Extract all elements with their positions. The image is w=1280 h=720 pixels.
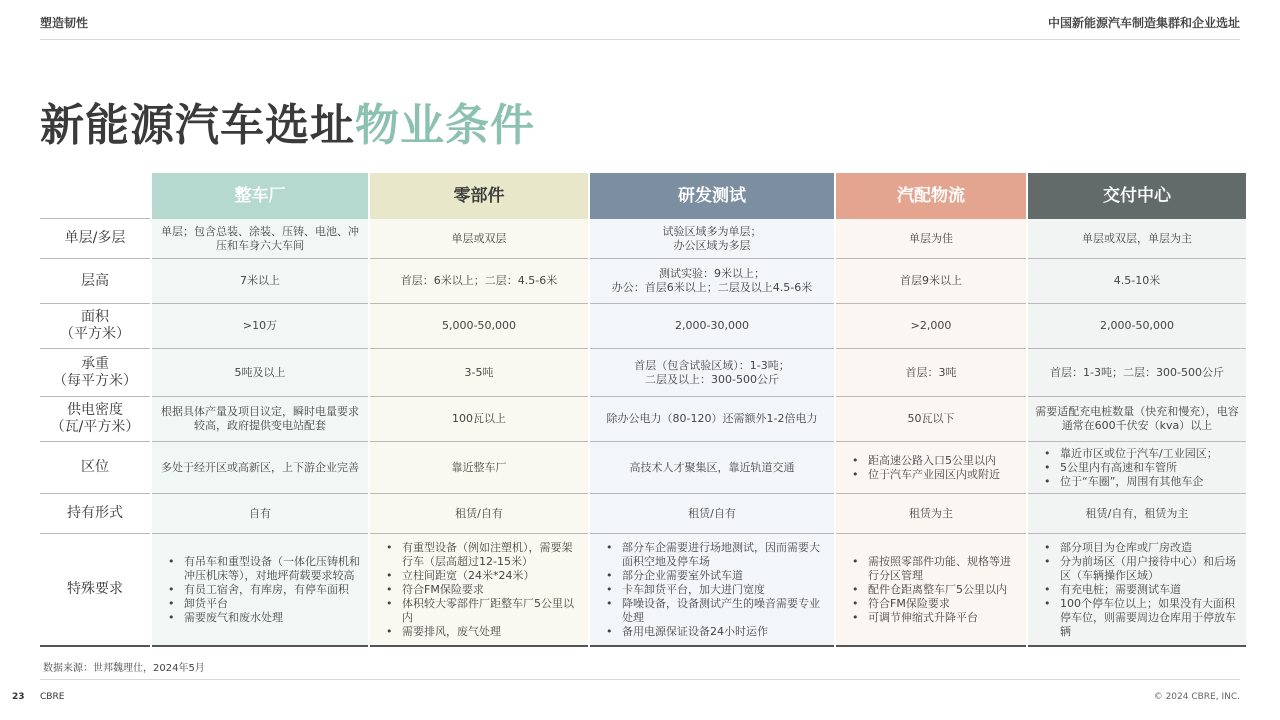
cell-text: 除办公电力（80-120）还需额外1-2倍电力 [606,412,818,425]
cell-text: 100瓦以上 [452,412,506,425]
bullet-item: • 分为前场区（用户接待中心）和后场区（车辆操作区域） [1042,555,1240,583]
cell-special-requirements-delivery-center [1028,534,1246,647]
bullet-item: • 靠近市区或位于汽车/工业园区； [1042,447,1240,461]
header-report-title: 中国新能源汽车制造集群和企业选址 [1047,16,1240,30]
cell-area-rnd-testing [590,304,834,349]
cell-power-density-rnd-testing [590,397,834,442]
bullet-list [1034,541,1240,639]
cell-location-rnd-testing [590,442,834,494]
footer-brand: CBRE [40,692,65,702]
column-header-delivery-center: 交付中心 [1028,173,1246,219]
cell-text: 试验区域多为单层； 办公区域为多层 [662,224,762,252]
cell-load-bearing-components [370,349,588,397]
row-label-floors: 单层/多层 [40,219,150,259]
bullet-item: • 需按照零部件功能、规格等进行分区管理 [850,555,1020,583]
page-title-main: 新能源汽车选址 [40,100,355,151]
cell-location-oem-plant [152,442,368,494]
cell-power-density-oem-plant [152,397,368,442]
cell-text: 首层：3吨 [905,365,957,379]
cell-text: 首层：6米以上；二层：4.5-6米 [400,274,558,287]
cell-ownership-parts-logistics [836,494,1026,534]
cell-text: 单层；包含总装、涂装、压铸、电池、冲压和车身六大车间 [161,224,359,252]
page-number: 23 [12,692,25,702]
cell-text: 单层为佳 [909,231,953,245]
cell-text: >10万 [242,319,278,332]
cell-text: 首层9米以上 [900,274,962,287]
cell-special-requirements-components [370,534,588,647]
bullet-item: • 部分项目为仓库或厂房改造 [1042,541,1240,555]
bullet-item: • 5公里内有高速和车管所 [1042,461,1240,475]
cell-floors-delivery-center [1028,219,1246,259]
cell-power-density-components [370,397,588,442]
cell-text: 首层：1-3吨；二层：300-500公斤 [1050,365,1224,379]
bullet-item: • 部分企业需要室外试车道 [604,569,828,583]
cell-floor-height-components [370,259,588,304]
bullet-item: • 位于汽车产业园区内或附近 [850,468,1020,482]
cell-special-requirements-oem-plant [152,534,368,647]
bullet-item: • 备用电源保证设备24小时运作 [604,625,828,639]
column-header-oem-plant: 整车厂 [152,173,368,219]
cell-text: 3-5吨 [464,365,494,379]
cell-area-oem-plant [152,304,368,349]
bullet-item: • 有吊车和重型设备（一体化压铸机和冲压机床等），对地坪荷载要求较高 [166,555,362,583]
row-label-floor-height: 层高 [40,259,150,304]
cell-text: 租赁为主 [909,506,953,520]
cell-text: 测试实验：9米以上； 办公：首层6米以上；二层及以上4.5-6米 [611,267,813,294]
bullet-item: • 可调节伸缩式升降平台 [850,611,1020,625]
bullet-item: • 位于“车圈”，周围有其他车企 [1042,475,1240,489]
bullet-item: • 有重型设备（例如注塑机），需要架行车（层高超过12-15米） [384,541,582,569]
cell-power-density-parts-logistics [836,397,1026,442]
cell-text: >2,000 [910,319,952,332]
cell-floors-components [370,219,588,259]
cell-text: 需要适配充电桩数量（快充和慢充），电容通常在600千伏安（kva）以上 [1035,405,1239,432]
row-label-area: 面积 （平方米） [40,304,150,349]
cell-floor-height-oem-plant [152,259,368,304]
cell-special-requirements-parts-logistics [836,534,1026,647]
bullet-list [596,541,828,639]
bullet-list [842,454,1020,482]
cell-ownership-oem-plant [152,494,368,534]
data-source-note: 数据来源：世邦魏理仕，2024年5月 [43,663,205,674]
cell-text: 自有 [249,506,271,520]
cell-ownership-components [370,494,588,534]
cell-text: 多处于经开区或高新区，上下游企业完善 [161,460,359,474]
cell-load-bearing-rnd-testing [590,349,834,397]
footer-divider [40,679,1240,680]
page-title-accent: 物业条件 [355,100,535,151]
cell-ownership-delivery-center [1028,494,1246,534]
cell-area-parts-logistics [836,304,1026,349]
footer-copyright: © 2024 CBRE, INC. [1153,692,1240,702]
cell-location-components [370,442,588,494]
bullet-item: • 100个停车位以上；如果没有大面积停车位，则需要周边仓库用于停放车辆 [1042,597,1240,639]
cell-text: 2,000-30,000 [675,319,749,332]
cell-text: 租赁/自有 [688,506,736,520]
cell-text: 5,000-50,000 [442,319,516,332]
bullet-item: • 立柱间距宽（24米*24米） [384,569,582,583]
cell-text: 5吨及以上 [234,365,286,379]
cell-text: 7米以上 [240,274,280,287]
cell-text: 4.5-10米 [1113,274,1161,287]
row-label-special-requirements: 特殊要求 [40,534,150,647]
column-header-parts-logistics: 汽配物流 [836,173,1026,219]
row-label-load-bearing: 承重 （每平方米） [40,349,150,397]
bullet-item: • 有员工宿舍，有库房，有停车面积 [166,583,362,597]
cell-area-components [370,304,588,349]
cell-location-parts-logistics [836,442,1026,494]
bullet-list [842,555,1020,625]
bullet-item: • 体积较大零部件厂距整车厂5公里以内 [384,597,582,625]
cell-floors-oem-plant [152,219,368,259]
bullet-list [158,555,362,625]
cell-floor-height-parts-logistics [836,259,1026,304]
bullet-item: • 部分车企需要进行场地测试，因而需要大面积空地及停车场 [604,541,828,569]
cell-text: 单层或双层，单层为主 [1082,231,1192,245]
cell-location-delivery-center [1028,442,1246,494]
bullet-item: • 符合FM保险要求 [850,597,1020,611]
column-header-rnd-testing: 研发测试 [590,173,834,219]
cell-floors-rnd-testing [590,219,834,259]
cell-floor-height-delivery-center [1028,259,1246,304]
row-label-ownership: 持有形式 [40,494,150,534]
cell-text: 首层（包含试验区域）：1-3吨； 二层及以上：300-500公斤 [634,358,790,386]
bullet-item: • 卸货平台 [166,597,362,611]
bullet-item: • 需要排风，废气处理 [384,625,582,639]
bullet-item: • 有充电桩；需要测试车道 [1042,583,1240,597]
bullet-item: • 配件仓距离整车厂5公里以内 [850,583,1020,597]
table-corner [40,173,150,219]
cell-text: 单层或双层 [451,231,507,245]
header-section-label: 塑造韧性 [40,16,89,30]
row-label-location: 区位 [40,442,150,494]
cell-load-bearing-delivery-center [1028,349,1246,397]
bullet-item: • 符合FM保险要求 [384,583,582,597]
header-divider [40,39,1240,40]
cell-text: 2,000-50,000 [1100,319,1174,332]
cell-floor-height-rnd-testing [590,259,834,304]
cell-text: 根据具体产量及项目议定，瞬时电量要求较高，政府提供变电站配套 [161,405,359,432]
cell-load-bearing-oem-plant [152,349,368,397]
cell-area-delivery-center [1028,304,1246,349]
column-header-components: 零部件 [370,173,588,219]
cell-text: 租赁/自有 [455,506,503,520]
page-title [40,98,535,154]
cell-floors-parts-logistics [836,219,1026,259]
bullet-item: • 距高速公路入口5公里以内 [850,454,1020,468]
cell-text: 靠近整车厂 [451,460,507,474]
cell-load-bearing-parts-logistics [836,349,1026,397]
cell-power-density-delivery-center [1028,397,1246,442]
bullet-list [376,541,582,639]
cell-text: 50瓦以下 [907,412,955,425]
cell-text: 高技术人才聚集区，靠近轨道交通 [629,460,795,474]
bullet-item: • 卡车卸货平台，加大进门宽度 [604,583,828,597]
bullet-item: • 降噪设备，设备测试产生的噪音需要专业处理 [604,597,828,625]
cell-ownership-rnd-testing [590,494,834,534]
bullet-item: • 需要废气和废水处理 [166,611,362,625]
property-conditions-table [40,173,1240,647]
bullet-list [1034,447,1240,489]
row-label-power-density: 供电密度 （瓦/平方米） [40,397,150,442]
cell-special-requirements-rnd-testing [590,534,834,647]
cell-text: 租赁/自有，租赁为主 [1085,506,1189,520]
